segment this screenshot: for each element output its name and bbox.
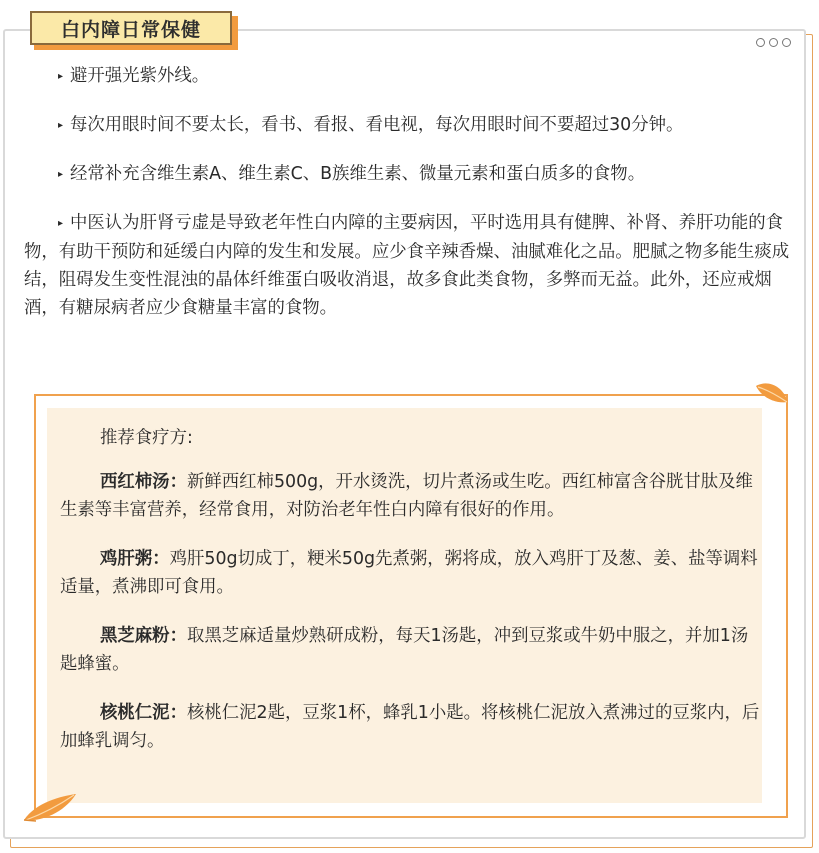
- recipe-item: [60, 468, 760, 524]
- recipe-text: 取黑芝麻适量炒熟研成粉，每天1汤匙，冲到豆浆或牛奶中服之，并加1汤匙蜂蜜。: [60, 626, 749, 674]
- dot-icon: [756, 38, 765, 47]
- tip-item: [24, 111, 792, 140]
- recipe-item: [60, 545, 760, 601]
- recipe-text: 新鲜西红柿500g，开水烫洗，切片煮汤或生吃。西红柿富含谷胱甘肽及维生素等丰富营养，经常食用，对防治老年性白内障有很好的作用。: [60, 472, 753, 520]
- recipe-item: [60, 622, 760, 678]
- dot-icon: [782, 38, 791, 47]
- recipe-text: 鸡肝50g切成丁，粳米50g先煮粥，粥将成，放入鸡肝丁及葱、姜、盐等调料适量，煮沸即可食用。: [60, 549, 758, 597]
- tip-item: [24, 160, 792, 189]
- tip-text: 避开强光紫外线。: [70, 66, 210, 86]
- tip-text: 每次用眼时间不要太长，看书、看报、看电视，每次用眼时间不要超过30分钟。: [70, 115, 684, 135]
- leaf-icon: [22, 790, 78, 826]
- tip-item: [24, 209, 792, 322]
- recipe-item: [60, 699, 760, 755]
- three-dots-icon: [756, 38, 791, 47]
- recipe-name: 黑芝麻粉: [100, 626, 170, 646]
- recipes-content: [60, 424, 760, 776]
- bullet-icon: ▸: [58, 218, 64, 229]
- bullet-icon: ▸: [58, 71, 64, 82]
- recipe-name: 核桃仁泥: [100, 703, 170, 723]
- recipe-name: 鸡肝粥: [100, 549, 153, 569]
- bullet-icon: ▸: [58, 120, 64, 131]
- recipe-colon: ：: [169, 703, 187, 723]
- dot-icon: [769, 38, 778, 47]
- recipe-colon: ：: [169, 472, 187, 492]
- tips-list: [24, 62, 792, 342]
- recipe-colon: ：: [152, 549, 170, 569]
- leaf-icon: [754, 378, 790, 408]
- recipe-name: 西红柿汤: [100, 472, 170, 492]
- page-title: 白内障日常保健: [30, 11, 232, 45]
- tip-text: 中医认为肝肾亏虚是导致老年性白内障的主要病因，平时选用具有健脾、补肾、养肝功能的食物，有助干预防和延缓白内障的发生和发展。应少食辛辣香燥、油腻难化之品。肥腻之物多能生痰成结，阻碍发生变性混浊的晶体纤维蛋白吸收消退，故多食此类食物，多弊而无益。此外，还应戒烟酒，有糖尿病者应少食糖量丰富的食物。: [24, 213, 790, 318]
- bullet-icon: ▸: [58, 169, 64, 180]
- tip-text: 经常补充含维生素A、维生素C、B族维生素、微量元素和蛋白质多的食物。: [70, 164, 646, 184]
- tip-item: [24, 62, 792, 91]
- recipes-intro: 推荐食疗方:: [100, 428, 193, 448]
- recipe-text: 核桃仁泥2匙，豆浆1杯，蜂乳1小匙。将核桃仁泥放入煮沸过的豆浆内，后加蜂乳调匀。: [60, 703, 760, 751]
- recipe-colon: ：: [169, 626, 187, 646]
